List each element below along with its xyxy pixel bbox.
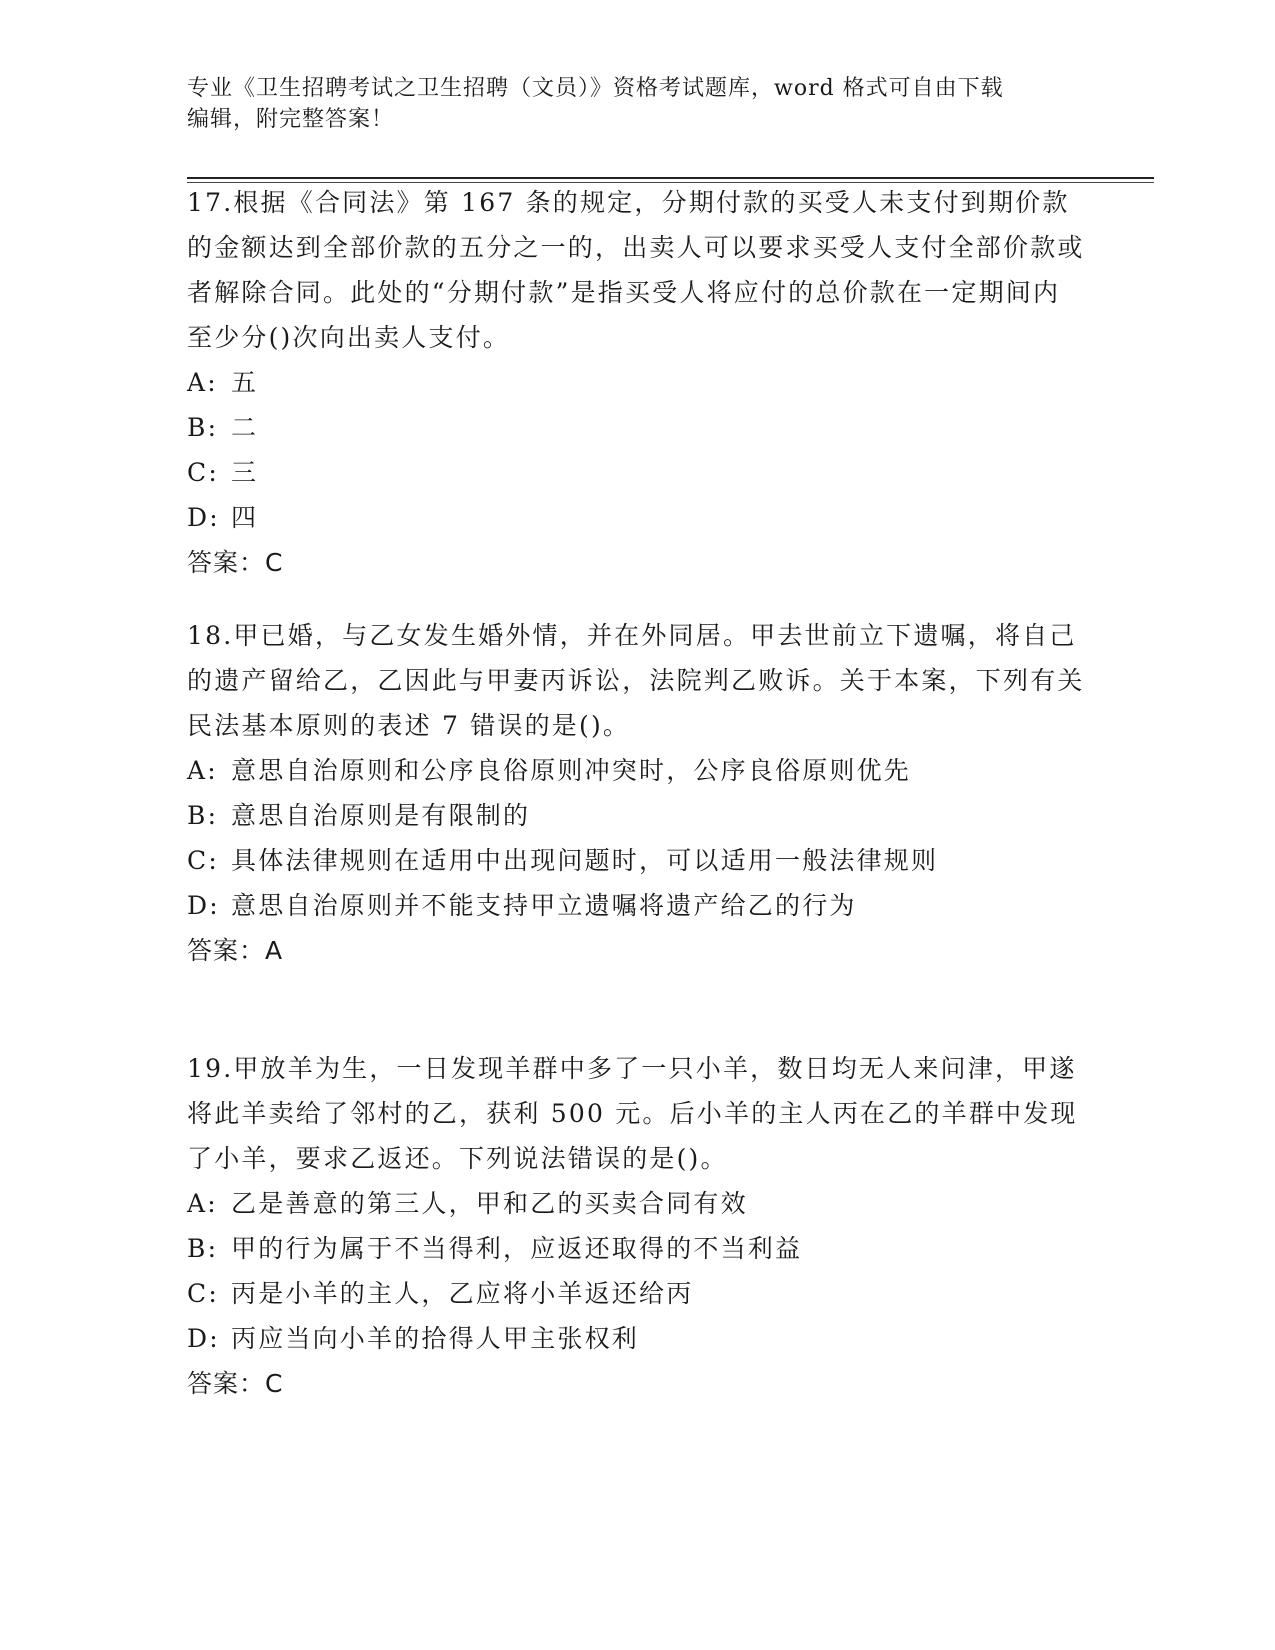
option-label: C: bbox=[187, 846, 219, 875]
option-text: 意思自治原则和公序良俗原则冲突时，公序良俗原则优先 bbox=[231, 756, 912, 785]
option-c bbox=[187, 1271, 1087, 1316]
option-label: A: bbox=[187, 756, 218, 785]
option-label: A: bbox=[187, 368, 218, 397]
option-text: 甲的行为属于不当得利，应返还取得的不当利益 bbox=[231, 1234, 803, 1263]
option-text: 三 bbox=[231, 458, 259, 487]
question-stem: 18.甲已婚，与乙女发生婚外情，并在外同居。甲去世前立下遗嘱，将自己的遗产留给乙，乙因此与甲妻丙诉讼，法院判乙败诉。关于本案，下列有关民法基本原则的表述 7 错误的是()。 bbox=[187, 621, 1085, 740]
option-label: B: bbox=[187, 1234, 219, 1263]
question-18 bbox=[187, 613, 1087, 973]
answer: 答案：C bbox=[187, 548, 284, 577]
option-label: C: bbox=[187, 1279, 219, 1308]
question-stem: 17.根据《合同法》第 167 条的规定，分期付款的买受人未支付到期价款的金额达到全部价款的五分之一的，出卖人可以要求买受人支付全部价款或者解除合同。此处的“分期付款”是指买受人将应付的总价款在一定期间内至少分()次向出卖人支付。 bbox=[187, 188, 1085, 352]
option-text: 丙是小羊的主人，乙应将小羊返还给丙 bbox=[231, 1279, 694, 1308]
option-label: B: bbox=[187, 413, 219, 442]
document-header bbox=[187, 73, 1087, 135]
option-text: 四 bbox=[231, 503, 259, 532]
header-line-2: 编辑，附完整答案！ bbox=[187, 107, 395, 132]
option-label: C: bbox=[187, 458, 219, 487]
option-b bbox=[187, 793, 1087, 838]
question-19 bbox=[187, 1046, 1087, 1406]
option-a bbox=[187, 1181, 1087, 1226]
option-text: 乙是善意的第三人，甲和乙的买卖合同有效 bbox=[231, 1189, 748, 1218]
option-label: D: bbox=[187, 503, 220, 532]
option-b bbox=[187, 1226, 1087, 1271]
option-c bbox=[187, 838, 1087, 883]
question-stem: 19.甲放羊为生，一日发现羊群中多了一只小羊，数日均无人来问津，甲遂将此羊卖给了邻村的乙，获利 500 元。后小羊的主人丙在乙的羊群中发现了小羊，要求乙返还。下列说法错误的是()。 bbox=[187, 1054, 1078, 1173]
option-text: 丙应当向小羊的拾得人甲主张权利 bbox=[231, 1324, 640, 1353]
option-b bbox=[187, 405, 1087, 450]
answer: 答案：A bbox=[187, 936, 284, 965]
option-label: A: bbox=[187, 1189, 218, 1218]
option-text: 意思自治原则并不能支持甲立遗嘱将遗产给乙的行为 bbox=[231, 891, 857, 920]
answer: 答案：C bbox=[187, 1369, 284, 1398]
header-divider-thick bbox=[187, 177, 1154, 179]
option-text: 五 bbox=[231, 368, 259, 397]
option-d bbox=[187, 495, 1087, 540]
option-text: 二 bbox=[231, 413, 259, 442]
header-line-1: 专业《卫生招聘考试之卫生招聘（文员）》资格考试题库，word 格式可自由下载 bbox=[187, 76, 1004, 101]
option-a bbox=[187, 360, 1087, 405]
question-17 bbox=[187, 180, 1087, 585]
option-d bbox=[187, 883, 1087, 928]
option-text: 意思自治原则是有限制的 bbox=[231, 801, 531, 830]
option-a bbox=[187, 748, 1087, 793]
option-d bbox=[187, 1316, 1087, 1361]
option-c bbox=[187, 450, 1087, 495]
option-text: 具体法律规则在适用中出现问题时，可以适用一般法律规则 bbox=[231, 846, 939, 875]
option-label: B: bbox=[187, 801, 219, 830]
option-label: D: bbox=[187, 891, 220, 920]
option-label: D: bbox=[187, 1324, 220, 1353]
